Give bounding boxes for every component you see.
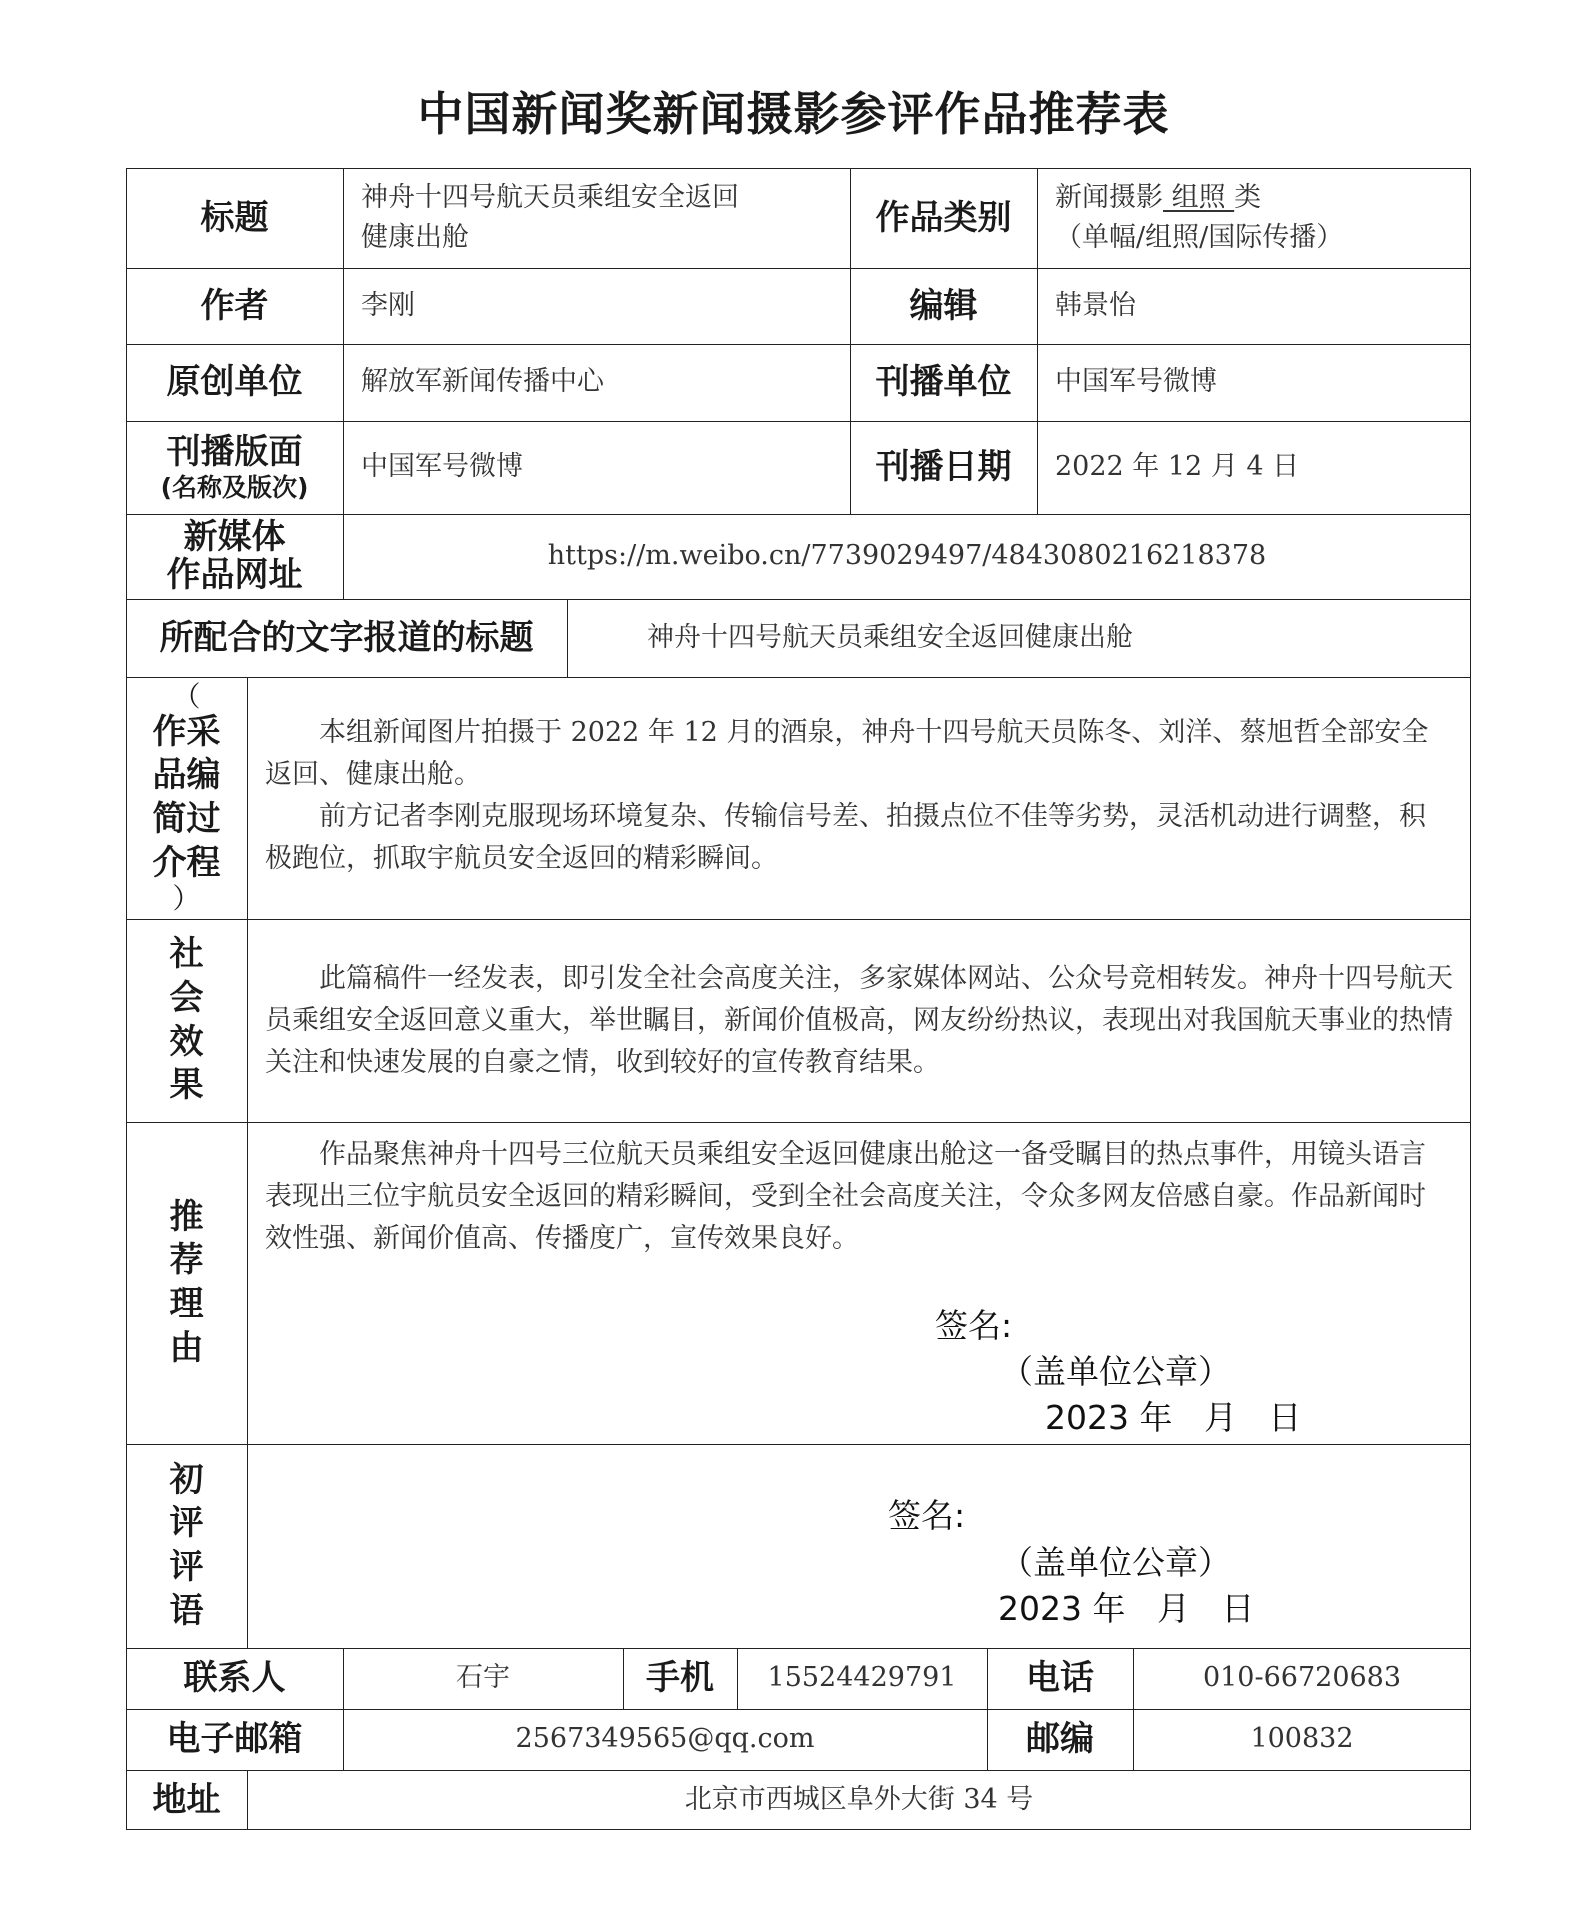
publish-date-value: 2022 年 12 月 4 日: [1055, 451, 1300, 483]
postcode-label: 邮编: [1026, 1719, 1094, 1760]
row-divider: [126, 919, 1471, 920]
row-divider: [126, 1444, 1471, 1445]
headline-value: [343, 168, 850, 268]
review-seal: （盖单位公章）: [1000, 1543, 1231, 1582]
publish-page-value: 中国军号微博: [361, 451, 523, 483]
intro-label-char: 品编: [152, 755, 221, 796]
category-prefix: 新闻摄影: [1055, 181, 1163, 213]
reason-label: [126, 1122, 247, 1444]
author-value: 李刚: [361, 289, 415, 321]
category-suffix: 类: [1234, 181, 1262, 213]
origin-unit-label: 原创单位: [166, 362, 303, 403]
new-media-url: https://m.weibo.cn/7739029497/4843080216218378: [547, 540, 1267, 572]
contact-label: 联系人: [183, 1658, 286, 1699]
intro-label-char: （: [172, 679, 201, 713]
reason-date: 2023 年 月 日: [1045, 1398, 1302, 1437]
social-label-char: 效: [169, 1021, 204, 1062]
postcode-value: 100832: [1250, 1723, 1354, 1755]
editor-value: 韩景怡: [1055, 289, 1136, 321]
intro-label-char: 简过: [152, 799, 221, 839]
new-media-label-line-2: 作品网址: [166, 554, 303, 595]
category-value: [1037, 168, 1471, 268]
publish-page-label-sub: (名称及版次): [160, 472, 309, 502]
reason-label-char: 理: [169, 1284, 204, 1324]
text-title-value: 神舟十四号航天员乘组安全返回健康出舱: [647, 621, 1133, 653]
text-title-label: 所配合的文字报道的标题: [159, 617, 534, 658]
review-signature: 签名:: [888, 1496, 966, 1535]
category-selected: 组照: [1163, 181, 1235, 213]
publish-page-label-main: 刊播版面: [166, 432, 303, 473]
address-value: 北京市西城区阜外大街 34 号: [684, 1783, 1034, 1815]
phone-label: 电话: [1026, 1658, 1094, 1699]
publish-page-label: [126, 421, 343, 514]
mobile-value: 15524429791: [767, 1662, 957, 1694]
row-divider: [126, 677, 1471, 678]
intro-label-char: ）: [172, 882, 201, 916]
mobile-label: 手机: [646, 1658, 714, 1699]
social-effect-label: [126, 919, 247, 1122]
intro-paragraph-1: 本组新闻图片拍摄于 2022 年 12 月的酒泉，神舟十四号航天员陈冬、刘洋、蔡旭哲全部安全返回、健康出舱。: [265, 717, 1429, 790]
reason-label-char: 由: [169, 1327, 204, 1368]
publish-unit-value: 中国军号微博: [1055, 366, 1217, 398]
new-media-label-line-1: 新媒体: [183, 517, 286, 558]
page-title: 中国新闻奖新闻摄影参评作品推荐表: [417, 87, 1170, 141]
phone-value: 010-66720683: [1202, 1662, 1402, 1694]
review-label-char: 语: [169, 1590, 204, 1631]
reason-paragraph: 作品聚焦神舟十四号三位航天员乘组安全返回健康出舱这一备受瞩目的热点事件，用镜头语言表现出三位宇航员安全返回的精彩瞬间，受到全社会高度关注，令众多网友倍感自豪。作品新闻时效性强、新闻价值高、传播度广，宣传效果良好。: [265, 1139, 1426, 1254]
address-label: 地址: [152, 1779, 221, 1820]
intro-label: [126, 677, 247, 919]
contact-value: 石宇: [456, 1662, 510, 1694]
category-options: （单幅/组照/国际传播）: [1055, 222, 1344, 253]
intro-label-char: 作采: [152, 711, 221, 752]
intro-label-char: 介程: [152, 842, 221, 883]
reason-label-char: 荐: [169, 1240, 204, 1281]
headline-line-2: 健康出舱: [361, 222, 469, 253]
review-label-char: 初: [169, 1459, 204, 1500]
social-label-char: 果: [169, 1065, 204, 1106]
social-effect-paragraph: 此篇稿件一经发表，即引发全社会高度关注，多家媒体网站、公众号竞相转发。神舟十四号航天员乘组安全返回意义重大，举世瞩目，新闻价值极高，网友纷纷热议，表现出对我国航天事业的热情关注和快速发展的自豪之情，收到较好的宣传教育结果。: [265, 963, 1453, 1078]
column-divider: [247, 677, 248, 1648]
publish-date-label: 刊播日期: [875, 447, 1012, 488]
origin-unit-value: 解放军新闻传播中心: [361, 366, 604, 398]
review-label-char: 评: [169, 1547, 204, 1587]
author-label: 作者: [200, 285, 269, 326]
publish-unit-label: 刊播单位: [875, 362, 1012, 403]
social-label-char: 会: [169, 977, 204, 1018]
category-label: 作品类别: [875, 197, 1012, 238]
headline-line-1: 神舟十四号航天员乘组安全返回: [361, 181, 739, 213]
editor-label: 编辑: [909, 285, 978, 326]
email-label: 电子邮箱: [166, 1719, 303, 1760]
review-label: [126, 1444, 247, 1648]
row-divider: [126, 1122, 1471, 1123]
new-media-label: [126, 514, 343, 599]
review-label-char: 评: [169, 1503, 204, 1544]
social-label-char: 社: [169, 934, 204, 975]
reason-label-char: 推: [169, 1196, 204, 1237]
reason-signature: 签名:: [935, 1306, 1013, 1345]
headline-label: 标题: [200, 197, 269, 238]
review-date: 2023 年 月 日: [998, 1589, 1255, 1628]
category-line: [1055, 178, 1261, 219]
intro-paragraph-2: 前方记者李刚克服现场环境复杂、传输信号差、拍摄点位不佳等劣势，灵活机动进行调整，积极跑位，抓取宇航员安全返回的精彩瞬间。: [265, 801, 1426, 874]
reason-seal: （盖单位公章）: [1000, 1352, 1231, 1391]
email-value: 2567349565@qq.com: [515, 1723, 815, 1755]
